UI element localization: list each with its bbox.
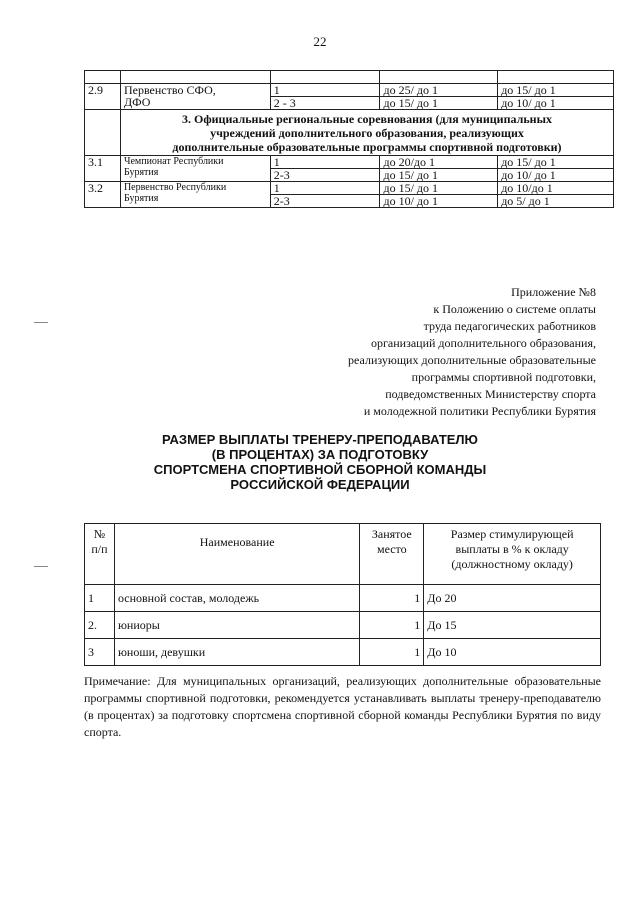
row-number: 3: [85, 639, 115, 666]
category-name: юниоры: [114, 612, 359, 639]
row-number: 2.: [85, 612, 115, 639]
value-cell: до 10/ до 1: [498, 97, 614, 110]
value-cell: до 10/ до 1: [498, 169, 614, 182]
place-cell: 1: [360, 612, 424, 639]
table-row: [85, 156, 614, 169]
margin-mark: [34, 566, 48, 567]
payment-table: [84, 523, 601, 666]
row-number: 3.1: [85, 156, 121, 182]
place-cell: 1: [270, 182, 380, 195]
place-cell: 1: [360, 585, 424, 612]
value-cell: до 5/ до 1: [498, 195, 614, 208]
competition-name: Чемпионат Республики Бурятия: [120, 156, 270, 182]
page-number: 22: [313, 34, 327, 49]
header-number: № п/п: [85, 524, 115, 585]
section-heading: 3. Официальные региональные соревнования (для муниципальных учреждений дополнительного образования, реализующих дополнительные образовательные программы спортивной подготовки): [120, 110, 613, 156]
competition-table: [84, 70, 614, 208]
value-cell: до 25/ до 1: [380, 84, 498, 97]
competition-name: Первенство Республики Бурятия: [120, 182, 270, 208]
place-cell: 2 - 3: [270, 97, 380, 110]
value-cell: до 15/ до 1: [498, 84, 614, 97]
row-number: 3.2: [85, 182, 121, 208]
place-cell: 1: [270, 156, 380, 169]
size-cell: До 15: [424, 612, 601, 639]
note-paragraph: Примечание: Для муниципальных организаций, реализующих дополнительные образовательные программы спортивной подготовки, рекомендуется устанавливать выплаты тренеру-преподавателю (в процентах) за подготовку спортсмена спортивной сборной команды Республики Бурятия по виду спорта.: [84, 674, 601, 739]
place-cell: 1: [270, 84, 380, 97]
row-number: 1: [85, 585, 115, 612]
table-header: [85, 524, 601, 585]
margin-mark: [34, 322, 48, 323]
table-row: [85, 639, 601, 666]
category-name: юноши, девушки: [114, 639, 359, 666]
table-row: [85, 110, 614, 156]
appendix-note: Приложение №8 к Положению о системе оплаты труда педагогических работников организаций дополнительного образования, реализующих дополнительные образовательные программы спортивной подготовки, подведомственных Министерству спорта и молодежной политики Республики Бурятия: [348, 285, 596, 418]
value-cell: до 20/до 1: [380, 156, 498, 169]
value-cell: до 15/ до 1: [380, 97, 498, 110]
table-row: [85, 612, 601, 639]
size-cell: До 10: [424, 639, 601, 666]
value-cell: до 15/ до 1: [380, 182, 498, 195]
table-row: [85, 71, 614, 84]
category-name: основной состав, молодежь: [114, 585, 359, 612]
table-row: [85, 585, 601, 612]
value-cell: до 15/ до 1: [380, 169, 498, 182]
size-cell: До 20: [424, 585, 601, 612]
place-cell: 1: [360, 639, 424, 666]
row-number: 2.9: [85, 84, 121, 110]
value-cell: до 10/ до 1: [380, 195, 498, 208]
header-place: Занятое место: [360, 524, 424, 585]
table-row: [85, 84, 614, 97]
value-cell: до 15/ до 1: [498, 156, 614, 169]
table-row: [85, 182, 614, 195]
place-cell: 2-3: [270, 195, 380, 208]
place-cell: 2-3: [270, 169, 380, 182]
value-cell: до 10/до 1: [498, 182, 614, 195]
header-size: Размер стимулирующей выплаты в % к окладу (должностному окладу): [424, 524, 601, 585]
header-name: Наименование: [114, 524, 359, 585]
document-title: РАЗМЕР ВЫПЛАТЫ ТРЕНЕРУ-ПРЕПОДАВАТЕЛЮ (В ПРОЦЕНТАХ) ЗА ПОДГОТОВКУ СПОРТСМЕНА СПОРТИВНОЙ СБОРНОЙ КОМАНДЫ РОССИЙСКОЙ ФЕДЕРАЦИИ: [153, 432, 487, 492]
competition-name: Первенство СФО, ДФО: [120, 84, 270, 110]
